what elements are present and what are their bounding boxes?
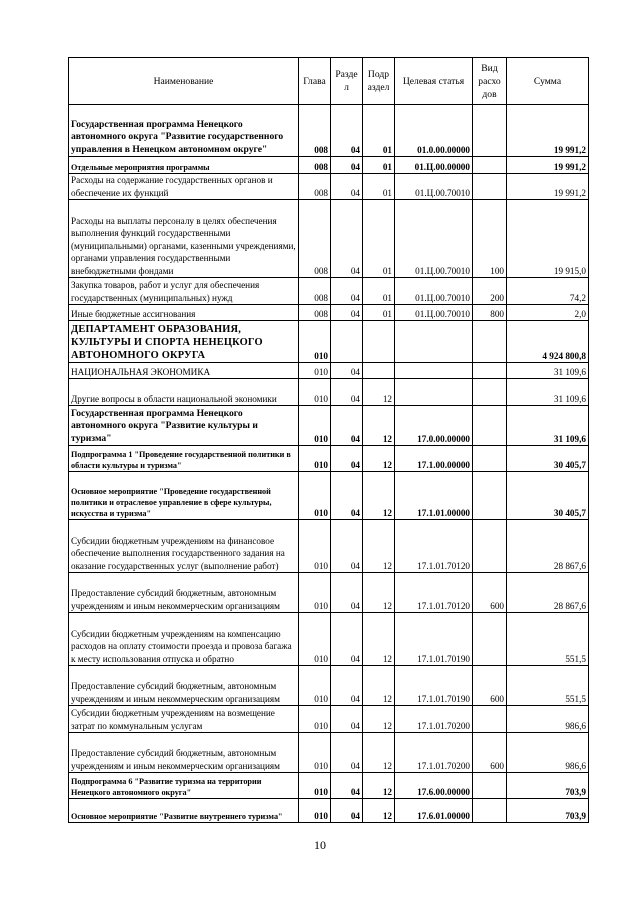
row-subsection: 12 xyxy=(363,406,395,446)
row-sum: 986,6 xyxy=(507,733,589,773)
row-kind xyxy=(473,174,507,200)
row-name: Расходы на выплаты персоналу в целях обеспечения выполнения функций государственными (муниципальными) органами, казенными учреждениями, органами управления государственными внебюджетными фондами xyxy=(69,200,299,278)
row-sum: 703,9 xyxy=(507,773,589,799)
row-kind xyxy=(473,446,507,472)
row-section: 04 xyxy=(331,278,363,305)
table-row xyxy=(69,773,589,799)
row-subsection: 01 xyxy=(363,174,395,200)
row-kind xyxy=(473,363,507,379)
row-kind xyxy=(473,406,507,446)
row-chapter: 010 xyxy=(299,613,331,666)
row-kind xyxy=(473,520,507,573)
table-row xyxy=(69,666,589,706)
header-section: Разде л xyxy=(331,58,363,105)
row-name: Субсидии бюджетным учреждениям на финансовое обеспечение выполнения государственного задания на оказание государственных услуг (выполнение работ) xyxy=(69,520,299,573)
row-target: 01.0.00.00000 xyxy=(395,105,473,157)
row-chapter: 010 xyxy=(299,773,331,799)
row-sum: 703,9 xyxy=(507,799,589,823)
table-row xyxy=(69,379,589,406)
page-number: 10 xyxy=(314,838,326,852)
row-sum: 31 109,6 xyxy=(507,363,589,379)
row-section: 04 xyxy=(331,446,363,472)
row-target: 17.1.01.70190 xyxy=(395,666,473,706)
row-sum: 19 991,2 xyxy=(507,174,589,200)
row-kind xyxy=(473,105,507,157)
row-target: 17.1.01.70120 xyxy=(395,520,473,573)
header-chapter: Глава xyxy=(299,58,331,105)
row-subsection: 12 xyxy=(363,773,395,799)
row-chapter: 010 xyxy=(299,446,331,472)
row-subsection: 01 xyxy=(363,305,395,321)
row-kind xyxy=(473,706,507,733)
row-subsection: 12 xyxy=(363,706,395,733)
row-name: Субсидии бюджетным учреждениям на компенсацию расходов на оплату стоимости проезда и провоза багажа к месту использования отпуска и обратно xyxy=(69,613,299,666)
row-subsection xyxy=(363,321,395,363)
row-chapter: 010 xyxy=(299,733,331,773)
table-row xyxy=(69,446,589,472)
row-sum: 74,2 xyxy=(507,278,589,305)
row-subsection: 01 xyxy=(363,278,395,305)
row-section: 04 xyxy=(331,573,363,613)
table-row xyxy=(69,520,589,573)
row-target: 17.1.01.00000 xyxy=(395,472,473,520)
row-kind xyxy=(473,472,507,520)
row-name: Отдельные мероприятия программы xyxy=(69,157,299,174)
row-sum: 31 109,6 xyxy=(507,379,589,406)
row-name: Предоставление субсидий бюджетным, автономным учреждениям и иным некоммерческим организациям xyxy=(69,733,299,773)
row-sum: 28 867,6 xyxy=(507,520,589,573)
row-target: 17.6.01.00000 xyxy=(395,799,473,823)
row-name: Государственная программа Ненецкого автономного округа "Развитие культуры и туризма" xyxy=(69,406,299,446)
table-row xyxy=(69,278,589,305)
table-row xyxy=(69,472,589,520)
row-section: 04 xyxy=(331,305,363,321)
row-chapter: 008 xyxy=(299,157,331,174)
row-chapter: 008 xyxy=(299,305,331,321)
row-kind xyxy=(473,613,507,666)
row-chapter: 010 xyxy=(299,406,331,446)
row-chapter: 008 xyxy=(299,200,331,278)
row-subsection xyxy=(363,363,395,379)
row-name: Предоставление субсидий бюджетным, автономным учреждениям и иным некоммерческим организациям xyxy=(69,666,299,706)
row-target: 17.0.00.00000 xyxy=(395,406,473,446)
row-sum: 30 405,7 xyxy=(507,472,589,520)
row-subsection: 01 xyxy=(363,105,395,157)
row-subsection: 12 xyxy=(363,520,395,573)
row-sum: 30 405,7 xyxy=(507,446,589,472)
row-name: Основное мероприятие "Развитие внутреннего туризма" xyxy=(69,799,299,823)
row-chapter: 010 xyxy=(299,363,331,379)
row-chapter: 010 xyxy=(299,573,331,613)
row-kind xyxy=(473,321,507,363)
table-row xyxy=(69,363,589,379)
row-section: 04 xyxy=(331,157,363,174)
row-target: 17.1.01.70120 xyxy=(395,573,473,613)
row-sum: 2,0 xyxy=(507,305,589,321)
table-row xyxy=(69,733,589,773)
table-row xyxy=(69,305,589,321)
row-section: 04 xyxy=(331,799,363,823)
row-kind: 600 xyxy=(473,573,507,613)
row-name: Основное мероприятие "Проведение государственной политики и отраслевое управление в сфере культуры, искусства и туризма" xyxy=(69,472,299,520)
table-row xyxy=(69,406,589,446)
table-row xyxy=(69,613,589,666)
row-target: 01.Ц.00.70010 xyxy=(395,174,473,200)
row-chapter: 008 xyxy=(299,278,331,305)
header-kind: Вид расхо дов xyxy=(473,58,507,105)
row-target: 17.1.01.70200 xyxy=(395,733,473,773)
row-section: 04 xyxy=(331,773,363,799)
row-section: 04 xyxy=(331,472,363,520)
table-row xyxy=(69,706,589,733)
row-kind xyxy=(473,379,507,406)
row-name: Другие вопросы в области национальной экономики xyxy=(69,379,299,406)
row-section: 04 xyxy=(331,200,363,278)
row-sum: 19 915,0 xyxy=(507,200,589,278)
row-name: НАЦИОНАЛЬНАЯ ЭКОНОМИКА xyxy=(69,363,299,379)
row-kind xyxy=(473,157,507,174)
row-kind: 200 xyxy=(473,278,507,305)
row-sum: 19 991,2 xyxy=(507,157,589,174)
row-target: 01.Ц.00.70010 xyxy=(395,200,473,278)
row-subsection: 12 xyxy=(363,573,395,613)
header-target: Целевая статья xyxy=(395,58,473,105)
row-target xyxy=(395,379,473,406)
row-target xyxy=(395,363,473,379)
row-chapter: 010 xyxy=(299,321,331,363)
row-chapter: 008 xyxy=(299,174,331,200)
row-target: 01.Ц.00.70010 xyxy=(395,278,473,305)
row-kind: 600 xyxy=(473,666,507,706)
budget-table xyxy=(68,57,589,823)
row-chapter: 010 xyxy=(299,379,331,406)
row-chapter: 010 xyxy=(299,799,331,823)
row-sum: 28 867,6 xyxy=(507,573,589,613)
row-chapter: 010 xyxy=(299,706,331,733)
row-section: 04 xyxy=(331,613,363,666)
row-target: 17.1.01.70190 xyxy=(395,613,473,666)
row-sum: 4 924 800,8 xyxy=(507,321,589,363)
row-name: Иные бюджетные ассигнования xyxy=(69,305,299,321)
row-target: 17.6.00.00000 xyxy=(395,773,473,799)
row-name: Субсидии бюджетным учреждениям на возмещение затрат по коммунальным услугам xyxy=(69,706,299,733)
row-section: 04 xyxy=(331,174,363,200)
table-row xyxy=(69,105,589,157)
row-kind: 100 xyxy=(473,200,507,278)
header-subsection: Подр аздел xyxy=(363,58,395,105)
row-sum: 551,5 xyxy=(507,613,589,666)
row-name: ДЕПАРТАМЕНТ ОБРАЗОВАНИЯ, КУЛЬТУРЫ И СПОРТА НЕНЕЦКОГО АВТОНОМНОГО ОКРУГА xyxy=(69,321,299,363)
row-subsection: 12 xyxy=(363,379,395,406)
row-subsection: 12 xyxy=(363,799,395,823)
row-sum: 19 991,2 xyxy=(507,105,589,157)
row-target: 01.Ц.00.00000 xyxy=(395,157,473,174)
row-sum: 31 109,6 xyxy=(507,406,589,446)
row-kind: 800 xyxy=(473,305,507,321)
row-target: 17.1.00.00000 xyxy=(395,446,473,472)
row-name: Подпрограмма 1 "Проведение государственной политики в области культуры и туризма" xyxy=(69,446,299,472)
table-row xyxy=(69,799,589,823)
row-subsection: 01 xyxy=(363,157,395,174)
row-subsection: 12 xyxy=(363,613,395,666)
row-section: 04 xyxy=(331,666,363,706)
row-section: 04 xyxy=(331,105,363,157)
row-target: 17.1.01.70200 xyxy=(395,706,473,733)
table-row xyxy=(69,321,589,363)
row-name: Подпрограмма 6 "Развитие туризма на территории Ненецкого автономного округа" xyxy=(69,773,299,799)
row-section: 04 xyxy=(331,363,363,379)
row-subsection: 12 xyxy=(363,666,395,706)
row-kind xyxy=(473,773,507,799)
row-sum: 551,5 xyxy=(507,666,589,706)
row-subsection: 01 xyxy=(363,200,395,278)
row-name: Закупка товаров, работ и услуг для обеспечения государственных (муниципальных) нужд xyxy=(69,278,299,305)
row-chapter: 008 xyxy=(299,105,331,157)
header-sum: Сумма xyxy=(507,58,589,105)
row-name: Государственная программа Ненецкого автономного округа "Развитие государственного управления в Ненецком автономном округе" xyxy=(69,105,299,157)
row-subsection: 12 xyxy=(363,733,395,773)
row-chapter: 010 xyxy=(299,472,331,520)
row-section: 04 xyxy=(331,406,363,446)
row-subsection: 12 xyxy=(363,446,395,472)
row-section: 04 xyxy=(331,733,363,773)
row-name: Расходы на содержание государственных органов и обеспечение их функций xyxy=(69,174,299,200)
row-section: 04 xyxy=(331,706,363,733)
row-subsection: 12 xyxy=(363,472,395,520)
table-row xyxy=(69,157,589,174)
table-row xyxy=(69,200,589,278)
header-name: Наименование xyxy=(69,58,299,105)
row-sum: 986,6 xyxy=(507,706,589,733)
row-section: 04 xyxy=(331,379,363,406)
row-target xyxy=(395,321,473,363)
table-row xyxy=(69,174,589,200)
row-kind: 600 xyxy=(473,733,507,773)
row-name: Предоставление субсидий бюджетным, автономным учреждениям и иным некоммерческим организациям xyxy=(69,573,299,613)
row-kind xyxy=(473,799,507,823)
table-row xyxy=(69,573,589,613)
row-chapter: 010 xyxy=(299,666,331,706)
row-section xyxy=(331,321,363,363)
header-row xyxy=(69,58,589,105)
row-chapter: 010 xyxy=(299,520,331,573)
row-section: 04 xyxy=(331,520,363,573)
row-target: 01.Ц.00.70010 xyxy=(395,305,473,321)
